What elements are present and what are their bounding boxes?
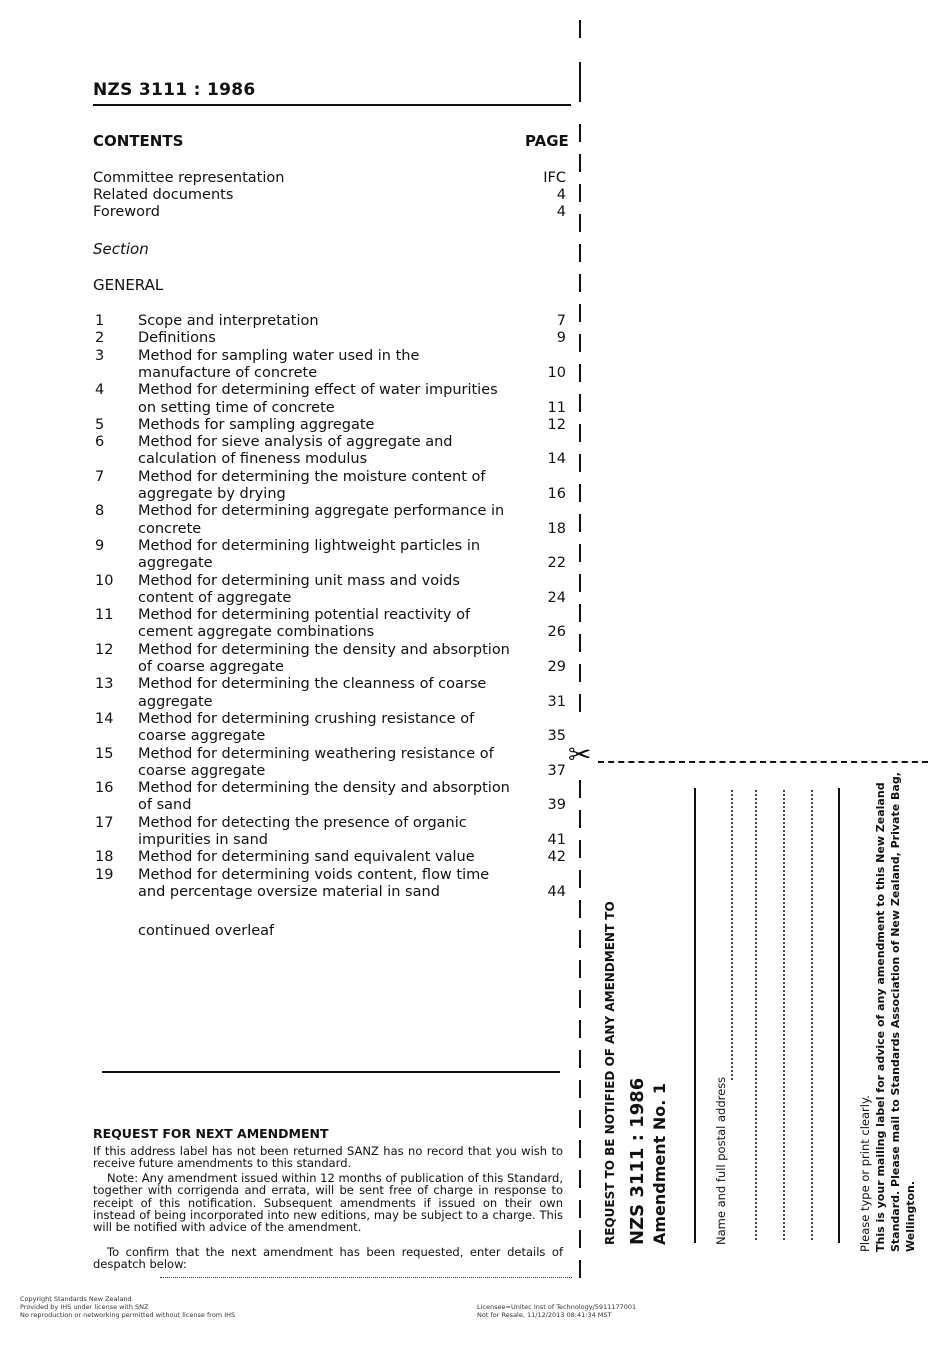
section-title-line: Method for determining the density and absorption [138,780,510,797]
divider-rule [102,1071,560,1073]
section-title-line: Method for determining weathering resistance of [138,745,494,762]
section-title-line: Method for determining potential reactivity of [138,607,471,624]
section-title-line: Methods for sampling aggregate [138,416,375,433]
section-number: 5 [95,416,105,433]
label-rule [838,788,840,1243]
footer-no-repro: No reproduction or networking permitted without license from IHS [20,1311,236,1319]
section-title-line: aggregate by drying [138,486,286,502]
section-title-line: manufacture of concrete [138,364,318,381]
section-title-line: content of aggregate [138,589,292,606]
section-title-line: concrete [138,520,202,537]
front-matter-title: Foreword [93,204,160,220]
section-number: 15 [95,745,114,762]
label-mailing-line: This is your mailing label for advice of any amendment to this New Zealand [874,782,887,1252]
section-page: 42 [547,849,566,866]
section-title-line: calculation of fineness modulus [138,451,368,468]
section-title-line: Method for sampling water used in the [138,347,420,364]
footer-not-resale: Not for Resale, 11/12/2013 08:41:34 MST [477,1311,612,1319]
section-title-line: Scope and interpretation [138,313,319,329]
section-title-line: cement aggregate combinations [138,624,375,641]
section-number: 1 [95,313,105,329]
section-title-line: aggregate [138,555,213,572]
address-line[interactable] [783,790,785,1240]
section-title-line: Method for determining aggregate performance in [138,503,505,520]
section-number: 14 [95,710,114,727]
section-number: 2 [95,330,105,347]
section-title-line: Method for determining the moisture content of [138,468,486,485]
section-number: 9 [95,537,105,554]
section-title-line: coarse aggregate [138,728,266,745]
section-title-line: on setting time of concrete [138,399,335,416]
section-title-line: Method for sieve analysis of aggregate and [138,434,453,451]
section-title-line: aggregate [138,693,213,710]
section-title-line: of sand [138,797,192,814]
section-page: 11 [547,399,566,416]
section-page: 14 [547,451,566,468]
request-note: Note: Any amendment issued within 12 months of publication of this Standard, together with corrigenda and errata, will be sent free of charge in response to receipt of this notification. Subsequent amendments if issued on their own instead of being incorporated into new editions, may be subject to a charge. This will be notified with advice of the amendment. [93,1171,563,1235]
section-number: 10 [95,572,114,589]
section-title-line: Method for detecting the presence of organic [138,814,467,831]
section-title-line: and percentage oversize material in sand [138,883,440,900]
label-rule [694,788,696,1243]
footer-licensee: Licensee=Unitec Inst of Technology/5911177001 [477,1303,637,1311]
section-title-line: Method for determining sand equivalent value [138,849,475,866]
front-matter-page: 4 [556,187,566,203]
label-mailing-line: Wellington. [904,1180,917,1252]
front-matter-title: Committee representation [93,170,285,186]
cut-line-horizontal [598,761,928,763]
request-paragraph: If this address label has not been returned SANZ has no record that you wish to receive future amendments to this standard. [93,1144,563,1171]
page-heading: PAGE [525,132,569,150]
header-rule [93,104,571,106]
front-matter-page: IFC [543,170,566,186]
general-label: GENERAL [93,276,164,294]
section-number: 3 [95,347,105,364]
request-title: REQUEST FOR NEXT AMENDMENT [93,1126,329,1141]
label-please-type: Please type or print clearly. [858,1095,872,1252]
section-page: 24 [547,589,566,606]
section-title-line: Method for determining effect of water impurities [138,382,498,399]
section-page: 18 [547,520,566,537]
label-standard: NZS 3111 : 1986 [627,1077,648,1245]
section-title-line: impurities in sand [138,832,268,848]
front-matter-page: 4 [556,204,566,220]
section-label: Section [93,240,149,258]
footer-provided: Provided by IHS under license with SNZ [20,1303,149,1311]
section-title-line: Method for determining unit mass and voids [138,572,460,589]
section-title-line: Method for determining lightweight particles in [138,537,481,554]
contents-heading: CONTENTS [93,132,184,150]
cut-line [579,20,581,38]
section-title-line: Method for determining the cleanness of coarse [138,676,487,693]
label-request-notified: REQUEST TO BE NOTIFIED OF ANY AMENDMENT TO [603,901,617,1245]
section-page: 35 [547,728,566,745]
section-title-line: of coarse aggregate [138,659,284,675]
cut-line [579,124,581,724]
address-line[interactable] [811,790,813,1240]
section-page: 39 [547,797,566,814]
section-title-line: coarse aggregate [138,762,266,779]
section-number: 19 [95,866,114,883]
section-title-line: Method for determining voids content, flow time [138,866,490,883]
front-matter-title: Related documents [93,187,234,203]
label-mailing-line: Standard. Please mail to Standards Association of New Zealand, Private Bag, [889,772,902,1252]
section-page: 10 [547,364,566,381]
section-page: 44 [547,883,566,900]
section-number: 8 [95,503,105,520]
section-page: 16 [547,486,566,502]
section-title-line: Method for determining crushing resistance of [138,710,475,727]
section-page: 29 [547,659,566,675]
section-number: 17 [95,814,114,831]
section-page: 31 [547,693,566,710]
section-title-line: Definitions [138,330,216,347]
request-confirm: To confirm that the next amendment has been requested, enter details of despatch below: [93,1245,563,1272]
section-number: 7 [95,468,105,485]
continued-note: continued overleaf [138,923,275,939]
section-title-line: Method for determining the density and absorption [138,641,510,658]
address-line[interactable] [731,790,733,1080]
section-number: 4 [95,382,105,399]
section-number: 6 [95,434,105,451]
cut-line [579,780,581,1290]
section-number: 11 [95,607,114,624]
footer-copyright: Copyright Standards New Zealand [20,1295,132,1303]
label-amendment: Amendment No. 1 [650,1082,669,1245]
section-page: 9 [556,330,566,347]
section-page: 22 [547,555,566,572]
section-page: 37 [547,762,566,779]
section-number: 13 [95,676,114,693]
address-line[interactable] [755,790,757,1240]
cut-line [579,62,581,102]
label-name-address: Name and full postal address [714,1076,728,1245]
section-page: 7 [556,313,566,329]
section-number: 12 [95,641,114,658]
scissors-icon: ✂ [568,738,592,771]
section-page: 26 [547,624,566,641]
section-page: 41 [547,832,566,848]
section-number: 18 [95,849,114,866]
document-code: NZS 3111 : 1986 [93,80,256,100]
section-number: 16 [95,780,114,797]
despatch-line[interactable] [160,1277,572,1278]
section-page: 12 [547,416,566,433]
